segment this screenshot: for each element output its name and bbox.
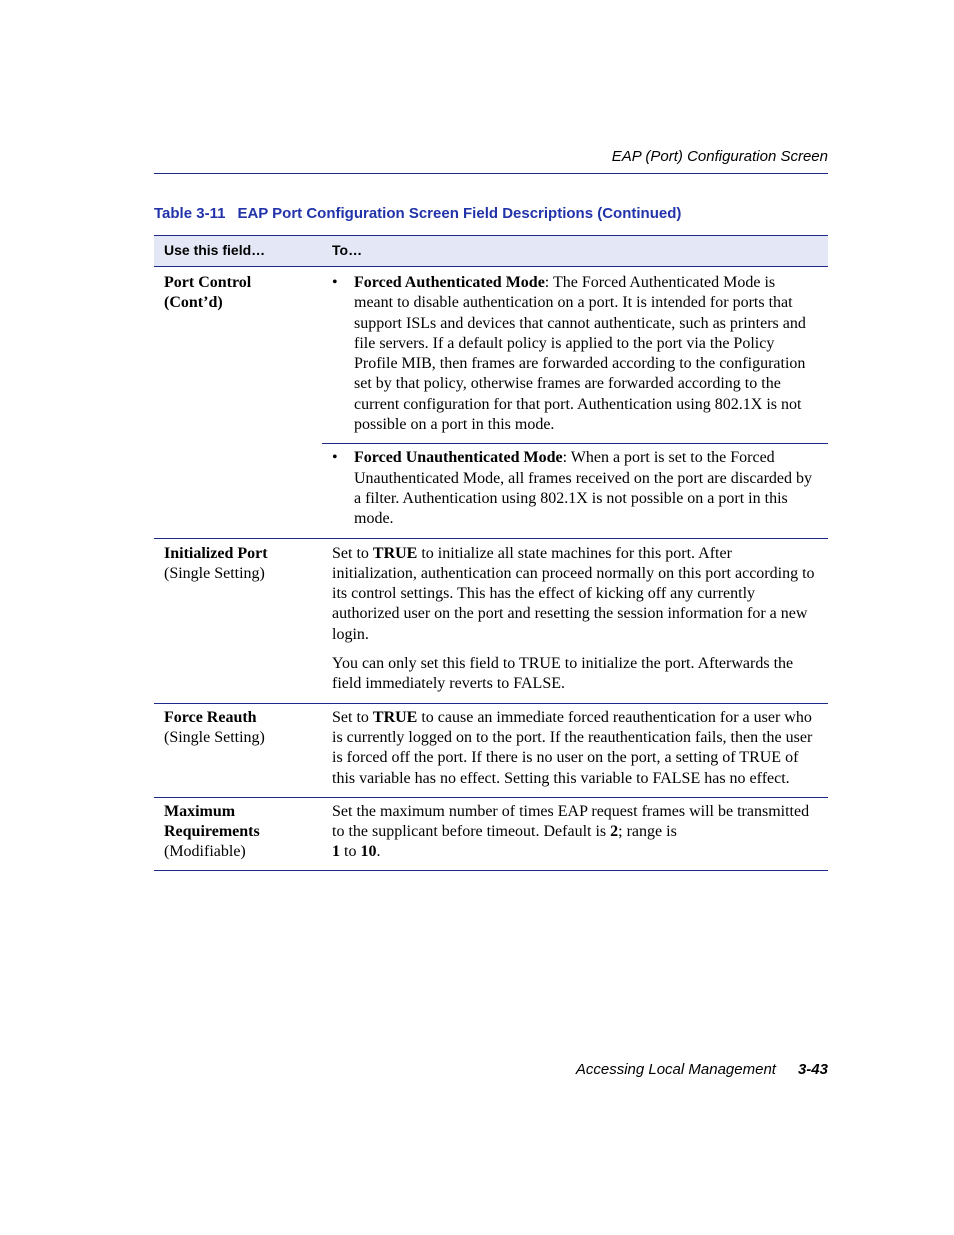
table-row: [154, 703, 828, 797]
field-name: Maximum: [164, 802, 236, 820]
field-name-continued: (Cont’d): [164, 294, 223, 312]
table-caption-number: Table 3-11: [154, 205, 226, 222]
description-cell: [322, 703, 828, 797]
field-name: Force Reauth: [164, 708, 257, 726]
field-setting-type: (Single Setting): [164, 728, 265, 746]
description-paragraph: Set to TRUE to cause an immediate forced reauthentication for a user who is currently logged on to the port. If the reauthentication fails, then the user is forced off the port. If there is no user on the port, a setting of TRUE of this variable has no effect. Setting this variable to FALSE has no effect.: [332, 708, 813, 787]
field-name-cell: [154, 703, 322, 797]
description-cell: [322, 267, 828, 444]
option-term: Forced Unauthenticated Mode: [354, 449, 563, 467]
bullet-icon: •: [332, 449, 338, 467]
field-descriptions-table: [154, 235, 828, 871]
description-paragraph: Set to TRUE to initialize all state machines for this port. After initialization, authentication can proceed normally on this port according to its control settings. This has the effect of kicking off any currently authorized user on the port and resetting the session information for a new login.: [332, 544, 815, 643]
bullet-icon: •: [332, 274, 338, 291]
field-setting-type: (Modifiable): [164, 843, 246, 861]
field-name-cell: [154, 797, 322, 870]
option-description: : When a port is set to the Forced Unauthenticated Mode, all frames received on the port are discarded by a filter. Authentication using 802.1X is not possible on a port in this mode.: [354, 449, 813, 528]
column-header-to: To…: [322, 236, 828, 267]
description-paragraph: Set the maximum number of times EAP request frames will be transmitted to the supplicant before timeout. Default is 2; range is 1 to 10.: [332, 802, 810, 861]
page-footer: [576, 1061, 828, 1078]
description-cell: [322, 444, 828, 538]
header-rule: [154, 173, 828, 174]
field-name: Port Control: [164, 274, 252, 291]
description-paragraph: You can only set this field to TRUE to initialize the port. Afterwards the field immediately reverts to FALSE.: [332, 655, 794, 693]
table-header-row: [154, 236, 828, 267]
option-description: : The Forced Authenticated Mode is meant to disable authentication on a port. It is intended for ports that support ISLs and devices that cannot authenticate, such as printers and file servers. If a default policy is applied to the port via the Policy Profile MIB, then frames are forwarded according to the configuration set by that policy, otherwise frames are forwarded according to the current configuration for that port. Authentication using 802.1X is not possible on a port in this mode.: [354, 274, 806, 434]
field-name-continued: Requirements: [164, 823, 260, 841]
footer-chapter-title: Accessing Local Management: [575, 1061, 776, 1078]
option-term: Forced Authenticated Mode: [354, 274, 545, 291]
field-name: Initialized Port: [164, 544, 268, 562]
running-header-title: EAP (Port) Configuration Screen: [611, 148, 828, 165]
field-setting-type: (Single Setting): [164, 564, 265, 582]
description-cell: [322, 538, 828, 703]
description-cell: [322, 797, 828, 870]
list-item: [332, 273, 818, 435]
field-name-cell: [154, 267, 322, 539]
field-name-cell: [154, 538, 322, 703]
page-number: 3-43: [797, 1061, 828, 1078]
list-item: [332, 448, 818, 529]
table-caption: [154, 205, 681, 222]
table-caption-title: EAP Port Configuration Screen Field Descriptions (Continued): [237, 205, 682, 222]
column-header-field: Use this field…: [154, 236, 322, 267]
table-row: [154, 538, 828, 703]
table-row: [154, 267, 828, 444]
table-row: [154, 797, 828, 870]
